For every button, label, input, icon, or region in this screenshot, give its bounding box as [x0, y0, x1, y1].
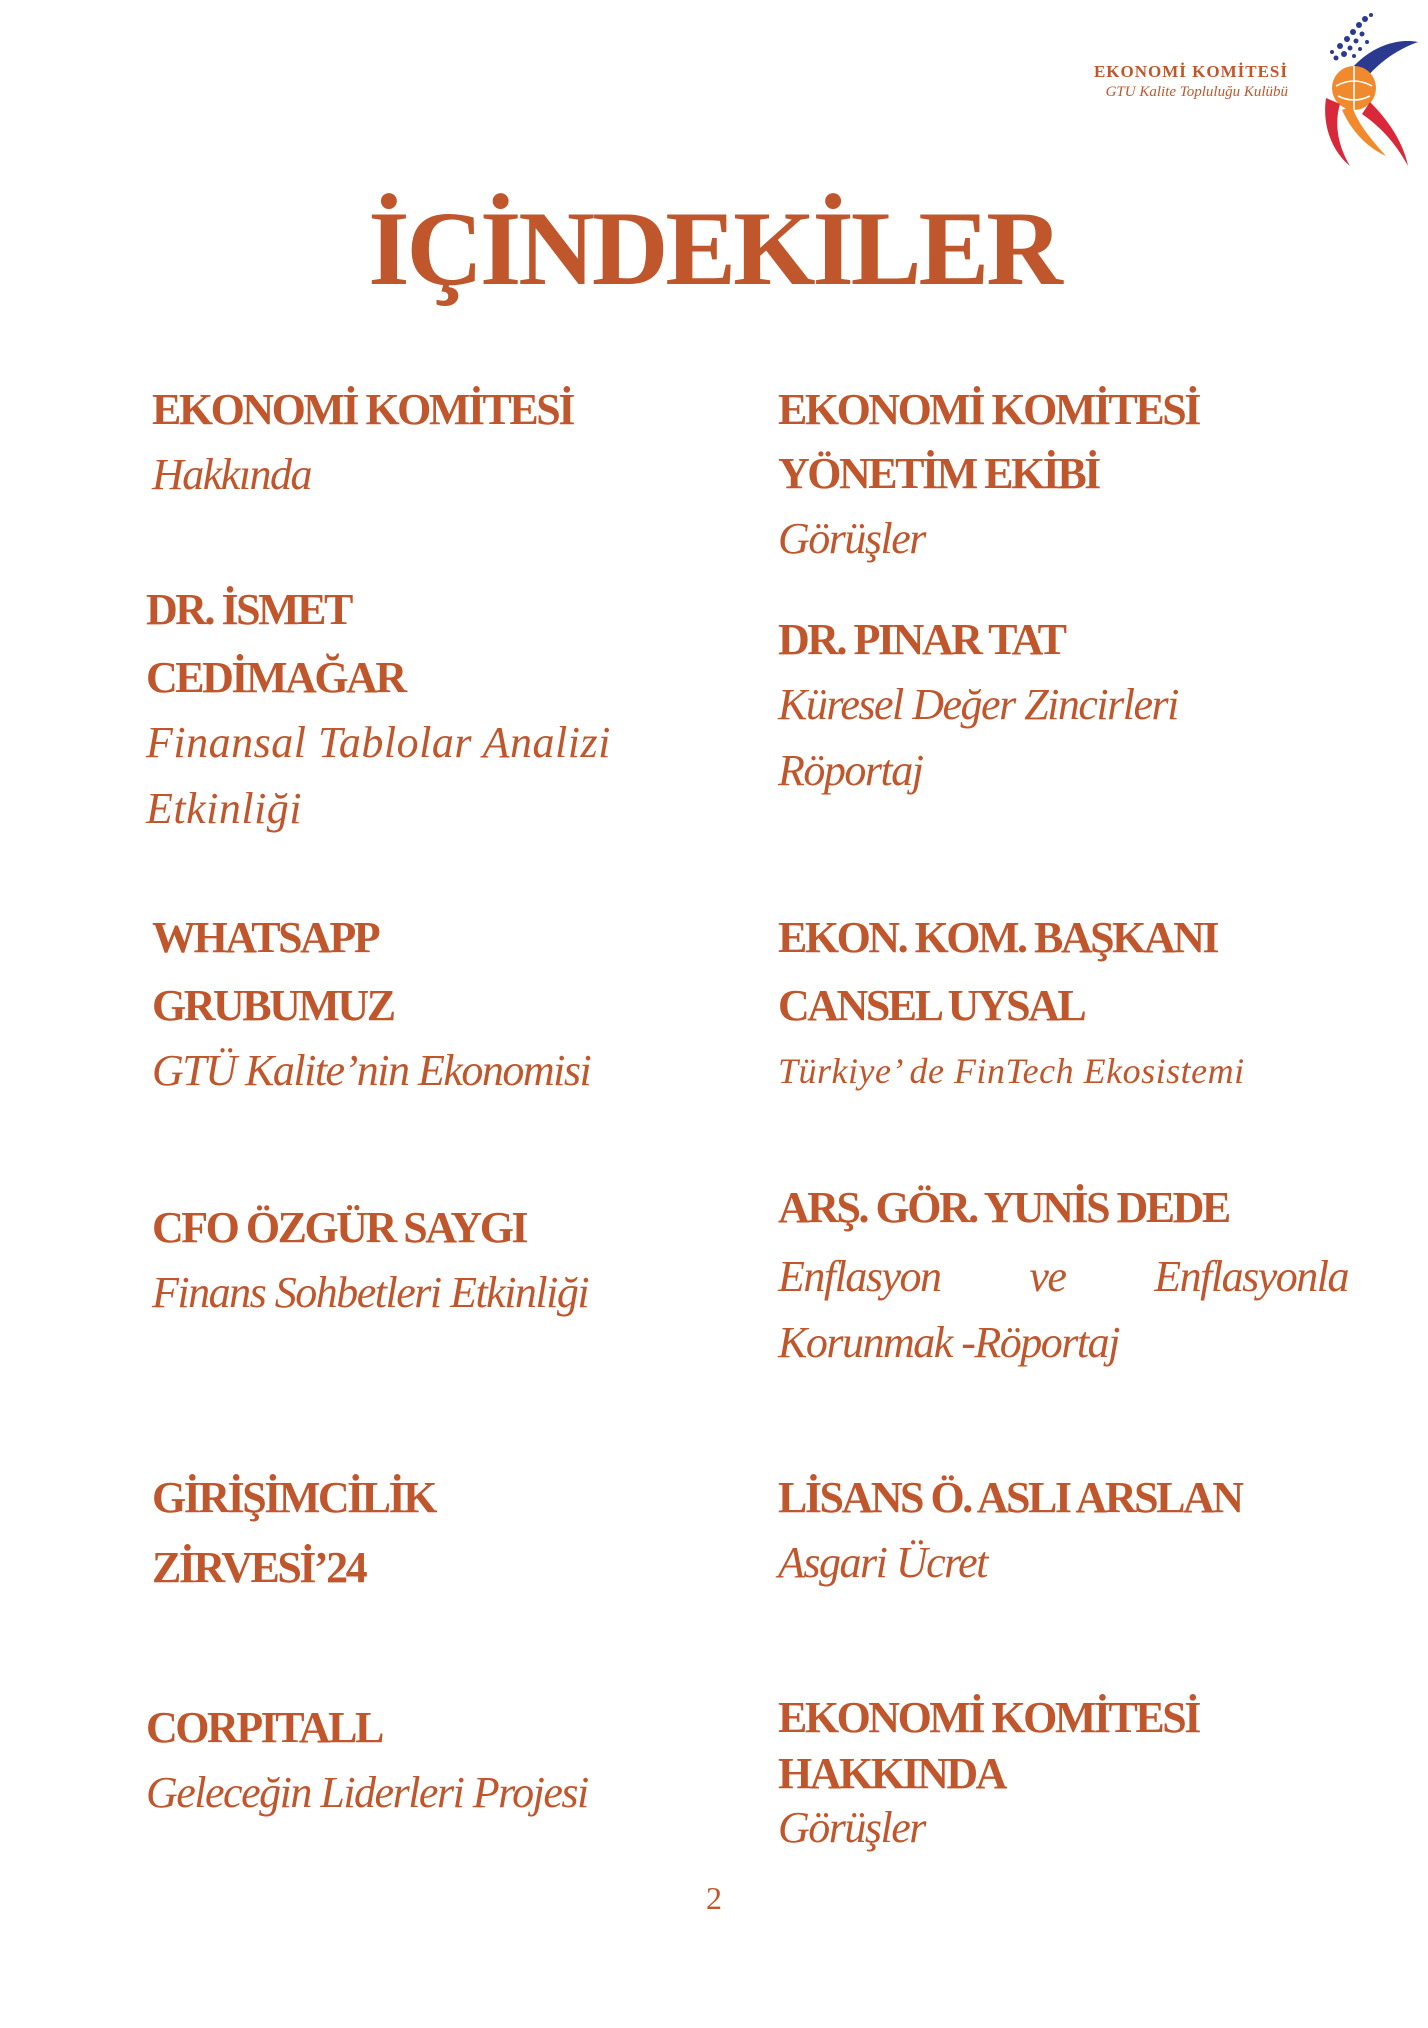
entry-subtitle: Geleceğin Liderleri Projesi — [146, 1768, 588, 1817]
entry-subtitle: Finans Sohbetleri Etkinliği — [152, 1268, 589, 1317]
entry-subtitle: Hakkında — [152, 450, 312, 499]
toc-entry-left-4[interactable] — [152, 1196, 588, 1326]
header-text — [1094, 62, 1288, 101]
entry-heading: CANSEL UYSAL — [778, 981, 1085, 1030]
toc-entry-left-6[interactable] — [146, 1696, 588, 1826]
entry-heading: ZİRVESİ’24 — [152, 1543, 366, 1592]
entry-heading: WHATSAPP — [152, 913, 379, 962]
entry-heading: YÖNETİM EKİBİ — [778, 449, 1099, 498]
entry-subtitle: Etkinliği — [146, 784, 303, 833]
entry-heading: EKONOMİ KOMİTESİ — [778, 1693, 1199, 1742]
toc-entry-right-5[interactable] — [778, 1466, 1241, 1596]
entry-subtitle: GTÜ Kalite’nin Ekonomisi — [152, 1046, 591, 1095]
entry-subtitle: Görüşler — [778, 514, 925, 563]
entry-heading: DR. PINAR TAT — [778, 615, 1065, 664]
entry-heading: HAKKINDA — [778, 1749, 1005, 1798]
entry-subtitle: Görüşler — [778, 1803, 925, 1852]
toc-entry-right-3[interactable] — [778, 906, 1245, 1104]
toc-entry-left-1[interactable] — [152, 378, 573, 508]
entry-heading: EKONOMİ KOMİTESİ — [778, 385, 1199, 434]
entry-heading: GRUBUMUZ — [152, 981, 394, 1030]
entry-heading: CFO ÖZGÜR SAYGI — [152, 1203, 527, 1252]
entry-heading: DR. İSMET — [146, 585, 351, 634]
entry-heading: CORPITALL — [146, 1703, 382, 1752]
entry-heading: EKON. KOM. BAŞKANI — [778, 913, 1218, 962]
entry-heading: CEDİMAĞAR — [146, 653, 405, 702]
toc-entry-left-5[interactable] — [152, 1466, 435, 1600]
subtitle-word: Enflasyon — [778, 1252, 941, 1301]
subtitle-word: Enflasyonla — [1154, 1252, 1348, 1301]
gtu-kalite-logo-icon — [1292, 6, 1420, 172]
page-number: 2 — [706, 1880, 722, 1916]
entry-subtitle-justified — [778, 1244, 1348, 1310]
entry-subtitle: Korunmak -Röportaj — [778, 1318, 1119, 1367]
page-title: İÇİNDEKİLER — [368, 190, 1060, 307]
entry-heading: ARŞ. GÖR. YUNİS DEDE — [778, 1183, 1229, 1232]
entry-subtitle: Asgari Ücret — [778, 1538, 987, 1587]
toc-entry-right-1[interactable] — [778, 378, 1199, 572]
entry-subtitle: Röportaj — [778, 746, 923, 795]
entry-heading: EKONOMİ KOMİTESİ — [152, 385, 573, 434]
entry-heading: LİSANS Ö. ASLI ARSLAN — [778, 1473, 1242, 1522]
toc-entry-left-2[interactable] — [146, 578, 611, 842]
entry-heading: GİRİŞİMCİLİK — [152, 1473, 435, 1522]
subtitle-word: ve — [1029, 1252, 1066, 1301]
entry-subtitle: Finansal Tablolar Analizi — [146, 718, 611, 767]
club-name: GTU Kalite Topluluğu Kulübü — [1105, 84, 1288, 100]
toc-entry-right-4[interactable] — [778, 1176, 1348, 1376]
committee-name: EKONOMİ KOMİTESİ — [1093, 62, 1288, 81]
entry-subtitle: Küresel Değer Zincirleri — [778, 680, 1178, 729]
toc-entry-right-6[interactable] — [778, 1690, 1199, 1854]
entry-subtitle: Türkiye’ de FinTech Ekosistemi — [778, 1051, 1245, 1091]
toc-entry-right-2[interactable] — [778, 608, 1178, 804]
toc-entry-left-3[interactable] — [152, 906, 590, 1104]
